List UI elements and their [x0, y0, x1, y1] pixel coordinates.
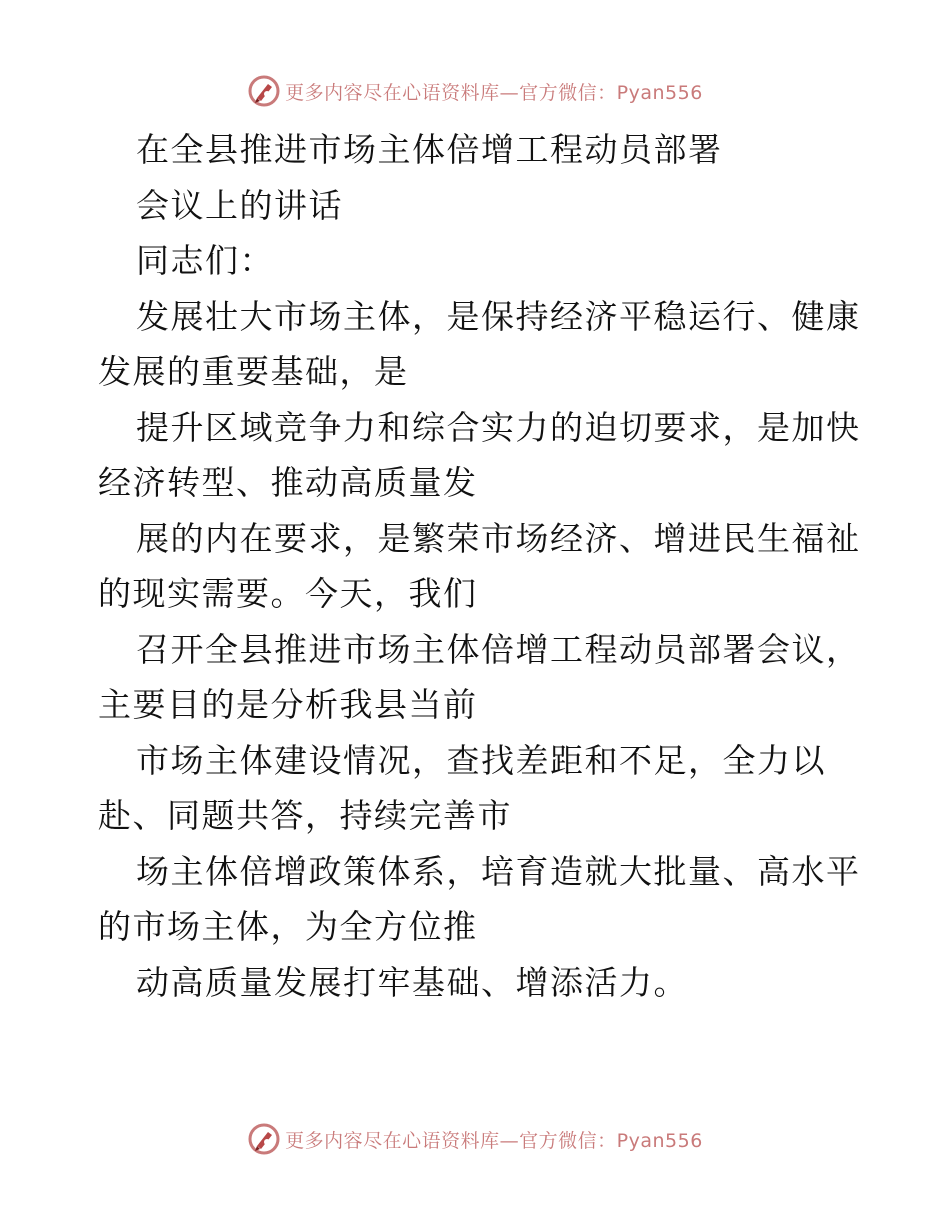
text-line: 会议上的讲话: [136, 185, 343, 225]
text-line: 发展壮大市场主体，是保持经济平稳运行、健康: [136, 296, 861, 336]
text-line: 场主体倍增政策体系，培育造就大批量、高水平: [136, 851, 861, 891]
text-line: 同志们：: [136, 241, 274, 280]
text-line: 动高质量发展打牢基础、增添活力。: [136, 962, 688, 1002]
text-line: 召开全县推进市场主体倍增工程动员部署会议，: [136, 629, 861, 669]
text-line: 发展的重要基础，是: [98, 352, 409, 391]
text-line: 展的内在要求，是繁荣市场经济、增进民生福祉: [136, 518, 861, 558]
footer-watermark: [0, 1119, 950, 1159]
watermark-text: 更多内容尽在心语资料库—官方微信：Pyan556: [285, 1129, 703, 1152]
text-line: 的市场主体，为全方位推: [98, 907, 478, 946]
text-line: 赴、同题共答，持续完善市: [98, 796, 512, 835]
text-line: 经济转型、推动高质量发: [98, 463, 478, 502]
pen-circle-icon: [247, 1122, 281, 1156]
text-line: 的现实需要。今天，我们: [98, 574, 478, 613]
text-line: 提升区域竞争力和综合实力的迫切要求，是加快: [136, 407, 861, 447]
text-line: 主要目的是分析我县当前: [98, 685, 478, 724]
document-body: [98, 122, 861, 1010]
text-line: 在全县推进市场主体倍增工程动员部署: [136, 130, 723, 169]
pen-circle-icon: [247, 74, 281, 108]
text-line: 市场主体建设情况，查找差距和不足，全力以: [136, 740, 826, 780]
watermark-text: 更多内容尽在心语资料库—官方微信：Pyan556: [285, 81, 703, 104]
header-watermark: [0, 71, 950, 111]
